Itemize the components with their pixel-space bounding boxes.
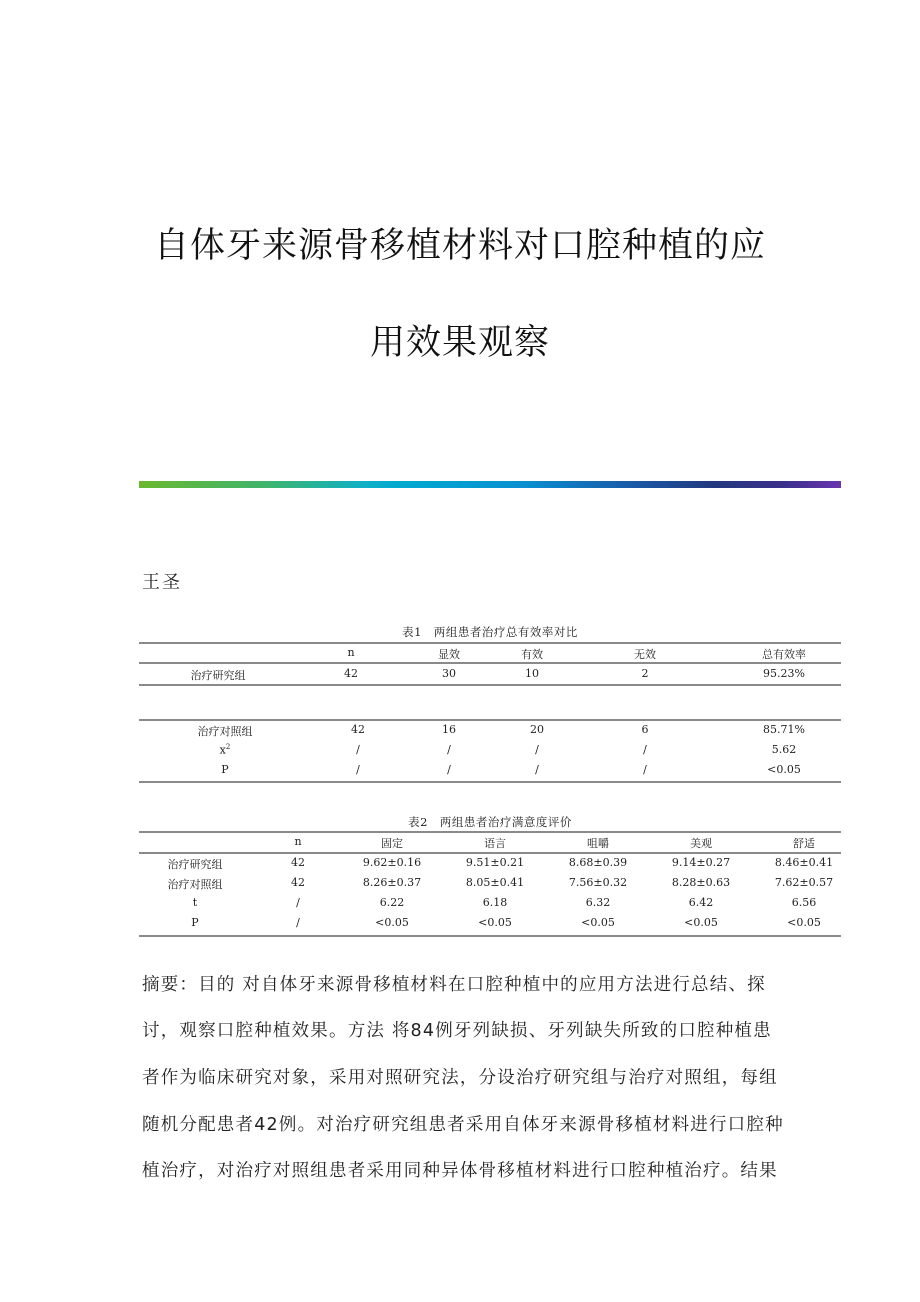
abstract-line: 随机分配患者42例。对治疗研究组患者采用自体牙来源骨移植材料进行口腔种	[142, 1115, 784, 1135]
table1-header-ineffective: 无效	[634, 648, 656, 661]
table-row	[139, 743, 841, 761]
table1-cell: 85.71%	[763, 723, 805, 736]
table-row	[139, 896, 841, 914]
table1-cell: /	[643, 743, 647, 756]
table2-header-speech: 语言	[484, 837, 506, 850]
table1-bottom-rule	[139, 781, 841, 783]
table2	[139, 831, 841, 939]
table1-row-rule	[139, 719, 841, 721]
table1-top-rule	[139, 642, 841, 644]
table2-cell: 9.51±0.21	[465, 856, 525, 869]
table1-header-n: n	[347, 646, 355, 659]
table2-cell: <0.05	[684, 916, 718, 929]
table2-cell: 8.28±0.63	[671, 876, 731, 889]
table1-cell: 95.23%	[763, 667, 805, 680]
table1-cell: 42	[351, 723, 365, 736]
table2-header-aesthetics: 美观	[690, 837, 712, 850]
table2-header-row	[139, 835, 841, 853]
table-row	[139, 667, 841, 685]
table2-cell: <0.05	[581, 916, 615, 929]
table2-cell: /	[296, 916, 300, 929]
table2-cell: 8.05±0.41	[465, 876, 525, 889]
table1-cell: /	[447, 743, 451, 756]
table2-bottom-rule	[139, 935, 841, 937]
table2-cell: 6.18	[482, 896, 508, 909]
table1-cell: 10	[525, 667, 539, 680]
table2-cell: 9.62±0.16	[362, 856, 422, 869]
table-row	[139, 856, 841, 874]
table2-cell: <0.05	[478, 916, 512, 929]
table1-cell: 6	[641, 723, 649, 736]
table1-cell: 20	[530, 723, 544, 736]
table1-cell: 治疗对照组	[197, 725, 253, 738]
table2-cell: 7.62±0.57	[774, 876, 834, 889]
table2-cell: <0.05	[375, 916, 409, 929]
table2-header-n: n	[294, 835, 302, 848]
table2-cell: 8.26±0.37	[362, 876, 422, 889]
table1-cell: 30	[442, 667, 456, 680]
table1-cell-chi: $x^2$	[219, 743, 231, 757]
table2-cell: 9.14±0.27	[671, 856, 731, 869]
table2-cell: 6.22	[379, 896, 405, 909]
table1-cell: /	[356, 743, 360, 756]
table2-cell: t	[192, 896, 198, 909]
document-title-line-2: 用效果观察	[369, 323, 550, 363]
table1-cell: 5.62	[771, 743, 797, 756]
table2-cell: 42	[291, 876, 305, 889]
table2-cell: /	[296, 896, 300, 909]
table1-cell: /	[447, 763, 451, 776]
table1-cell: 16	[442, 723, 456, 736]
table2-cell: 7.56±0.32	[568, 876, 628, 889]
table2-cell: 8.46±0.41	[774, 856, 834, 869]
table2-cell: 6.42	[688, 896, 714, 909]
abstract-line: 植治疗，对治疗对照组患者采用同种异体骨移植材料进行口腔种植治疗。结果	[142, 1161, 778, 1181]
table2-cell: 8.68±0.39	[568, 856, 628, 869]
table2-header-fixation: 固定	[381, 837, 403, 850]
table1-cell: /	[356, 763, 360, 776]
table1-cell: 2	[641, 667, 649, 680]
table2-cell: P	[191, 916, 199, 929]
abstract-line: 者作为临床研究对象，采用对照研究法，分设治疗研究组与治疗对照组，每组	[142, 1068, 778, 1088]
gradient-divider	[139, 481, 841, 488]
table2-header-rule	[139, 852, 841, 854]
table1-caption: 表1 两组患者治疗总有效率对比	[402, 625, 578, 639]
table1-header-total-rate: 总有效率	[762, 648, 806, 661]
table1-header-marked: 显效	[438, 648, 460, 661]
table1-header-effective: 有效	[521, 648, 543, 661]
table-row	[139, 876, 841, 894]
table-row	[139, 723, 841, 741]
author-name: 王圣	[142, 572, 182, 593]
table2-cell: <0.05	[787, 916, 821, 929]
table2-cell: 治疗研究组	[167, 858, 223, 871]
table1-header-rule	[139, 662, 841, 664]
table2-cell: 42	[291, 856, 305, 869]
table1-row-rule	[139, 684, 841, 686]
document-title-line-1: 自体牙来源骨移植材料对口腔种植的应	[153, 226, 766, 266]
table2-caption: 表2 两组患者治疗满意度评价	[408, 815, 572, 829]
table2-header-chewing: 咀嚼	[587, 837, 609, 850]
table1-cell: P	[221, 763, 229, 776]
table2-cell: 治疗对照组	[167, 878, 223, 891]
abstract-line: 讨，观察口腔种植效果。方法 将84例牙列缺损、牙列缺失所致的口腔种植患	[142, 1021, 772, 1041]
abstract-line: 摘要：目的 对自体牙来源骨移植材料在口腔种植中的应用方法进行总结、探	[142, 975, 766, 995]
table2-cell: 6.32	[585, 896, 611, 909]
table1	[139, 642, 841, 784]
table2-header-comfort: 舒适	[793, 837, 815, 850]
table2-top-rule	[139, 831, 841, 833]
table-row	[139, 763, 841, 781]
table1-cell: 治疗研究组	[190, 669, 246, 682]
table1-cell: 42	[344, 667, 358, 680]
table-row	[139, 916, 841, 934]
table1-cell: /	[535, 743, 539, 756]
table1-cell: /	[643, 763, 647, 776]
table1-cell: /	[535, 763, 539, 776]
table2-cell: 6.56	[791, 896, 817, 909]
table1-cell: <0.05	[767, 763, 801, 776]
